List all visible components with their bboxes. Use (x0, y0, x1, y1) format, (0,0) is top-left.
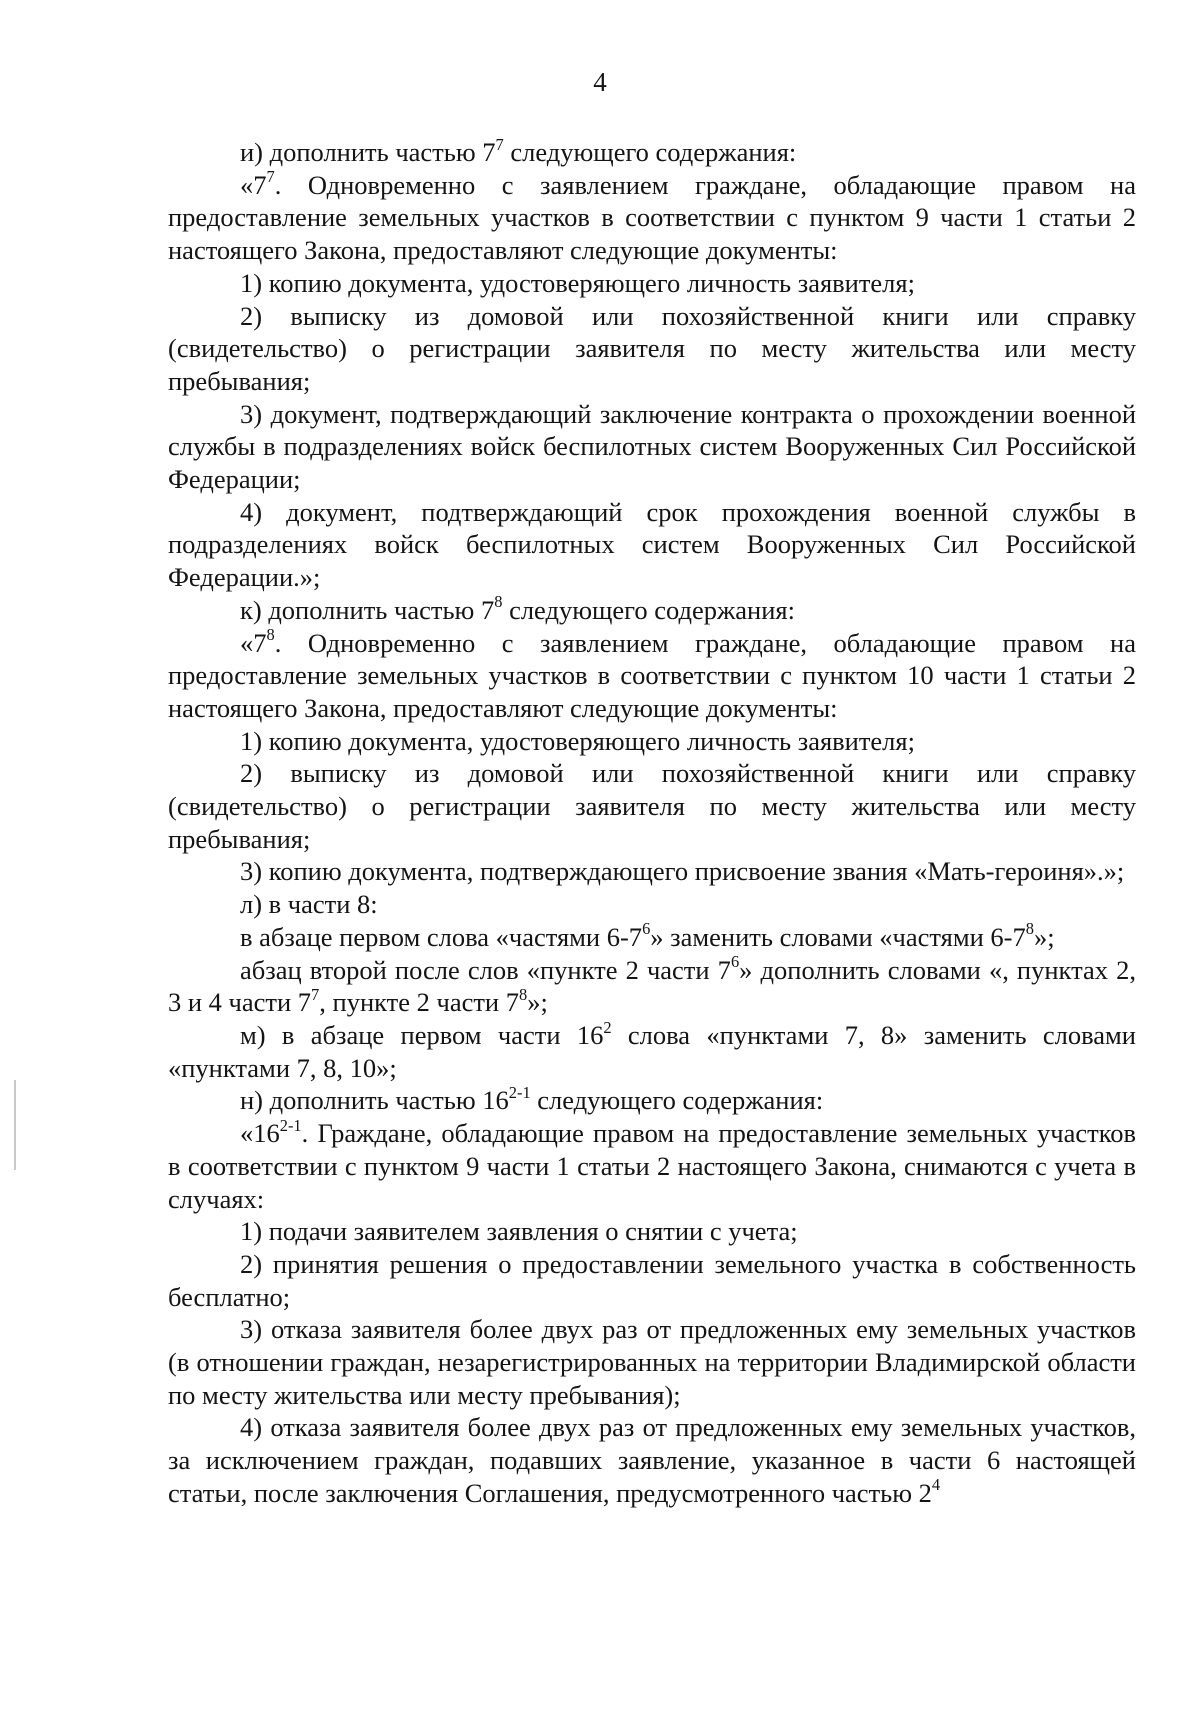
paragraph: абзац второй после слов «пункте 2 части $7^6$» дополнить словами «, пунктах 2, 3 и 4 части $7^7$, пункте 2 части $7^8$»; (168, 952, 1136, 1018)
paragraph: 4) отказа заявителя более двух раз от предложенных ему земельных участков, за исключением граждан, подавших заявление, указанное в части 6 настоящей статьи, после заключения Соглашения, предусмотренного частью $2^4$ (168, 1412, 1136, 1508)
paragraph: 1) копию документа, удостоверяющего личность заявителя; (240, 267, 915, 298)
paragraph: 4) документ, подтверждающий срок прохождения военной службы в подразделениях войск беспилотных систем Вооруженных Сил Российской Федерации.»; (168, 496, 1136, 593)
paragraph: в абзаце первом слова «частями $6-7^6$» заменить словами «частями $6-7^8$»; (240, 919, 1055, 952)
paragraph: и) дополнить частью $7^7$ следующего содержания: (240, 134, 797, 167)
paragraph: 2) принятия решения о предоставлении земельного участка в собственность бесплатно; (168, 1248, 1136, 1312)
paragraph: 3) документ, подтверждающий заключение контракта о прохождении военной службы в подразделениях войск беспилотных систем Вооруженных Сил Российской Федерации; (168, 398, 1136, 495)
scan-edge-mark (14, 1080, 16, 1170)
paragraph: л) в части 8: (240, 889, 378, 920)
paragraph: 3) копию документа, подтверждающего присвоение звания «Мать-героиня».»; (240, 856, 1125, 887)
paragraph: н) дополнить частью 16$^{2-1}$ следующего содержания: (240, 1082, 824, 1116)
paragraph: к) дополнить частью $7^8$ следующего содержания: (240, 592, 795, 625)
paragraph: «16$^{2-1}$. Граждане, обладающие правом на предоставление земельных участков в соответствии с пунктом 9 части 1 статьи 2 настоящего Закона, снимаются с учета в случаях: (168, 1115, 1136, 1214)
document-body (168, 136, 1136, 1510)
paragraph: 3) отказа заявителя более двух раз от предложенных ему земельных участков (в отношении граждан, незарегистрированных на территории Владимирской области по месту жительства или месту пребывания); (168, 1314, 1136, 1410)
paragraph: 2) выписку из домовой или похозяйственной книги или справку (свидетельство) о регистрации заявителя по месту жительства или месту пребывания; (168, 758, 1136, 854)
page-number: 4 (593, 67, 607, 97)
paragraph: 2) выписку из домовой или похозяйственной книги или справку (свидетельство) о регистрации заявителя по месту жительства или месту пребывания; (168, 300, 1136, 396)
paragraph: «$7^7$. Одновременно с заявлением граждане, обладающие правом на предоставление земельных участков в соответствии с пунктом 9 части 1 статьи 2 настоящего Закона, предоставляют следующие документы: (168, 167, 1136, 266)
paragraph: 1) копию документа, удостоверяющего личность заявителя; (240, 725, 915, 756)
paragraph: «$7^8$. Одновременно с заявлением граждане, обладающие правом на предоставление земельных участков в соответствии с пунктом 10 части 1 статьи 2 настоящего Закона, предоставляют следующие документы: (168, 625, 1136, 723)
paragraph: 1) подачи заявителем заявления о снятии с учета; (240, 1216, 798, 1247)
paragraph: м) в абзаце первом части $16^2$ слова «пунктами 7, 8» заменить словами «пунктами 7, 8, 10»; (168, 1017, 1136, 1083)
